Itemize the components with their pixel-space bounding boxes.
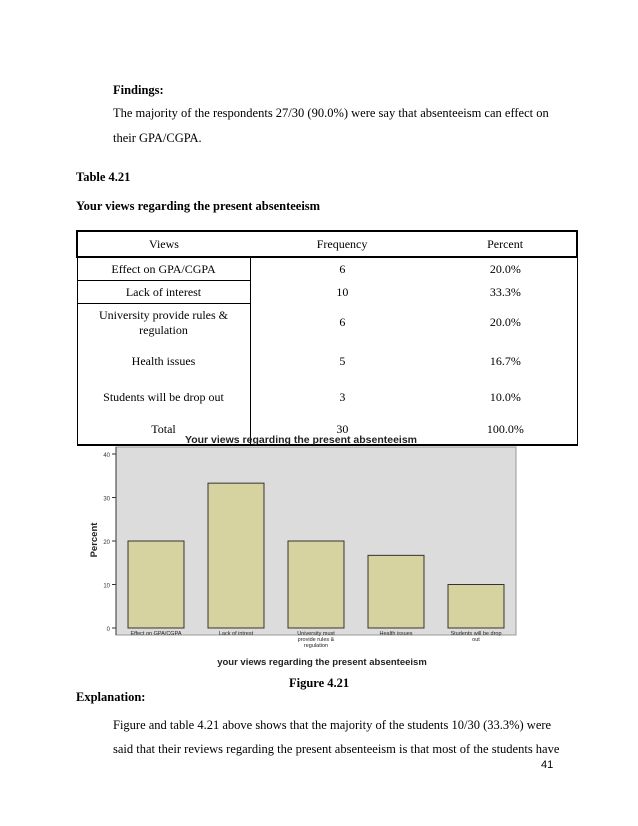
x-tick-label: Students will be drop out bbox=[450, 631, 502, 643]
cell-percent: 10.0% bbox=[434, 380, 577, 414]
bar bbox=[448, 585, 504, 629]
cell-frequency: 6 bbox=[339, 315, 346, 330]
cell-percent: 20.0% bbox=[434, 257, 577, 281]
table-row bbox=[77, 281, 577, 304]
x-tick-label: Effect on GPA/CGPA bbox=[130, 631, 182, 637]
x-tick-label: University must provide rules & regulation bbox=[297, 631, 335, 649]
bar-chart bbox=[86, 432, 526, 672]
table-row bbox=[77, 304, 577, 343]
views-table bbox=[76, 230, 578, 446]
findings-line-1: The majority of the respondents 27/30 (90.0%) were say that absenteeism can effect on bbox=[113, 106, 549, 120]
bar bbox=[288, 541, 344, 628]
cell-view: Health issues bbox=[77, 342, 250, 380]
y-tick-label: 30 bbox=[103, 496, 110, 503]
y-axis-label: Percent bbox=[89, 522, 100, 558]
cell-percent: 33.3% bbox=[434, 281, 577, 304]
table-row bbox=[77, 257, 577, 281]
header-views: Views bbox=[77, 231, 250, 257]
x-tick-label: Lack of intrest bbox=[218, 631, 254, 637]
explanation-heading: Explanation: bbox=[76, 690, 146, 704]
bar bbox=[368, 555, 424, 628]
table-title: Your views regarding the present absenteeism bbox=[76, 199, 321, 213]
table-header-row bbox=[77, 231, 577, 257]
chart-title: Your views regarding the present absenteeism bbox=[184, 434, 418, 446]
cell-frequency: 30 bbox=[250, 414, 434, 445]
y-tick-label: 20 bbox=[103, 540, 110, 546]
header-frequency: Frequency bbox=[250, 231, 434, 257]
cell-frequency: 3 bbox=[339, 389, 346, 404]
cell-percent: 20.0% bbox=[434, 304, 577, 343]
cell-frequency: 5 bbox=[339, 353, 346, 368]
cell-frequency: 10 bbox=[336, 284, 349, 299]
table-row bbox=[77, 342, 577, 380]
explanation-line-2: said that their reviews regarding the present absenteeism is that most of the students have bbox=[113, 742, 560, 756]
x-tick-label: Health issues bbox=[379, 631, 413, 637]
findings-line-2: their GPA/CGPA. bbox=[113, 131, 202, 145]
cell-percent: 100.0% bbox=[434, 414, 577, 445]
table-row bbox=[77, 380, 577, 414]
bar bbox=[208, 483, 264, 628]
cell-view: Total bbox=[77, 414, 250, 445]
explanation-line-1: Figure and table 4.21 above shows that the majority of the students 10/30 (33.3%) were bbox=[113, 718, 552, 732]
cell-view: Lack of interest bbox=[77, 281, 250, 304]
cell-percent: 16.7% bbox=[434, 342, 577, 380]
bar-chart-figure bbox=[86, 432, 526, 672]
figure-caption: Figure 4.21 bbox=[289, 676, 350, 690]
cell-view: Effect on GPA/CGPA bbox=[77, 257, 250, 281]
y-tick-label: 40 bbox=[103, 453, 110, 459]
explanation-paragraph bbox=[113, 713, 563, 761]
y-tick-label: 10 bbox=[103, 583, 110, 590]
findings-heading: Findings: bbox=[113, 83, 164, 97]
bar bbox=[128, 541, 184, 628]
x-axis-label: your views regarding the present absenteeism bbox=[217, 657, 427, 668]
cell-view: University provide rules & regulation bbox=[77, 304, 250, 343]
table-number: Table 4.21 bbox=[76, 170, 131, 184]
page-number: 41 bbox=[541, 759, 554, 771]
cell-frequency: 6 bbox=[339, 261, 346, 276]
findings-paragraph bbox=[113, 101, 553, 151]
cell-view: Students will be drop out bbox=[77, 380, 250, 414]
header-percent: Percent bbox=[434, 231, 577, 257]
y-tick-label: 0 bbox=[106, 627, 110, 633]
